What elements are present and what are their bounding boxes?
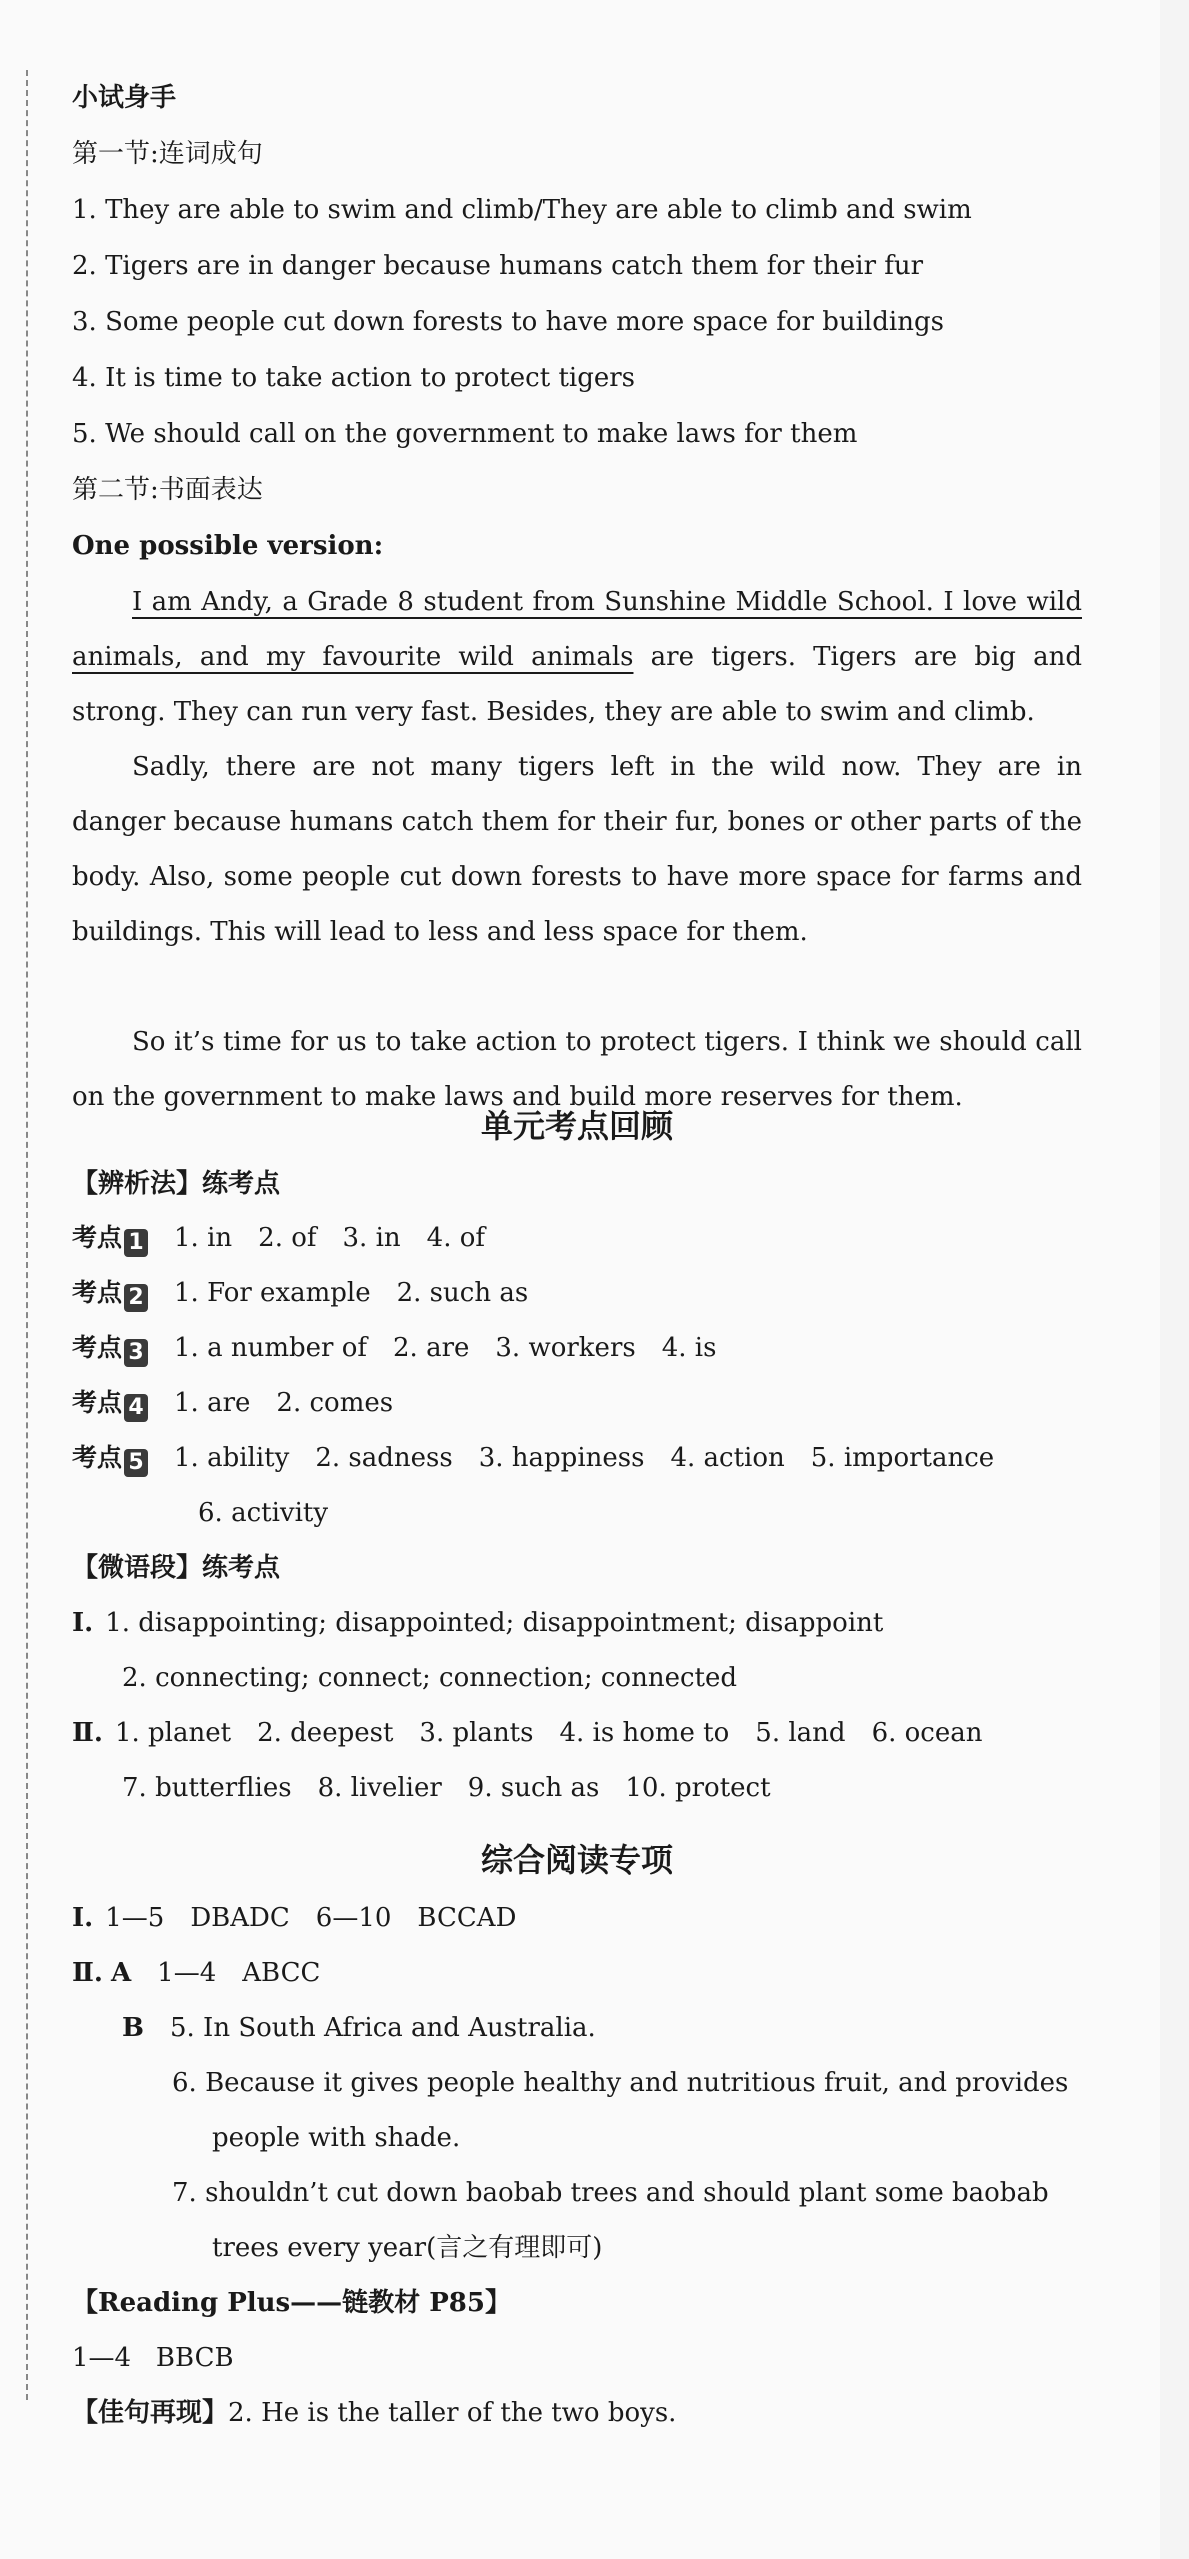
- roman-numeral-2: Ⅱ.: [72, 1718, 103, 1748]
- kaodian-number-badge: 4: [124, 1394, 148, 1422]
- micro-answer: 1. planet: [114, 1718, 232, 1748]
- micro-answer: 6. ocean: [871, 1718, 983, 1748]
- binding-dashed-line: [26, 70, 28, 2400]
- answer-line: 2. Tigers are in danger because humans catch them for their fur: [72, 251, 924, 281]
- reading-answer: BCCAD: [417, 1903, 517, 1933]
- roman-numeral-1: Ⅰ.: [72, 1903, 94, 1933]
- micro-answer: 10. protect: [625, 1773, 771, 1803]
- kaodian-answer: 3. in: [342, 1223, 401, 1253]
- kaodian-number-badge: 1: [124, 1229, 148, 1257]
- reading-plus-answers: 1—4 BBCB: [72, 2343, 234, 2373]
- section2-title: 第二节:书面表达: [72, 475, 263, 505]
- reading-answer: people with shade.: [212, 2123, 461, 2153]
- good-sentence-label: 【佳句再现】: [72, 2398, 229, 2428]
- micro-answer: 2. connecting; connect; connection; connected: [122, 1663, 737, 1693]
- reading-answer: ABCC: [242, 1958, 321, 1988]
- reading-answer: 6. Because it gives people healthy and nutritious fruit, and provides: [172, 2068, 1069, 2098]
- kaodian-answer: 1. ability: [174, 1443, 290, 1473]
- kaodian-answer: 1. are: [174, 1388, 251, 1418]
- kaodian-row-2: [72, 1273, 528, 1313]
- kaodian-answer: 4. is: [661, 1333, 717, 1363]
- part-a-label: A: [110, 1958, 132, 1988]
- kaodian-answer: 4. action: [670, 1443, 785, 1473]
- kaodian-label: 考点: [72, 1333, 123, 1362]
- reading-answer: 1—5: [105, 1903, 165, 1933]
- kaodian-answer: 2. of: [258, 1223, 317, 1253]
- reading-part-2a: [72, 1953, 320, 1993]
- reading-answer: trees every year: [212, 2233, 427, 2263]
- essay-text: are tigers. Tigers are big and strong. They can run very fast. Besides, they are able to swim and climb.: [72, 642, 1082, 727]
- kaodian-label: 考点: [72, 1223, 123, 1252]
- reading-answer: 6—10: [315, 1903, 392, 1933]
- answer-line: 5. We should call on the government to make laws for them: [72, 419, 858, 449]
- reading-answer: 1—4: [157, 1958, 217, 1988]
- review-heading: 单元考点回顾: [480, 1107, 673, 1145]
- essay-paragraph-1: [72, 575, 1082, 740]
- method2-title: 【微语段】练考点: [72, 1553, 281, 1583]
- reading-answer: DBADC: [190, 1903, 290, 1933]
- reading-plus-title: 【Reading Plus——链教材 P85】: [72, 2288, 511, 2318]
- kaodian-answer: 2. comes: [276, 1388, 394, 1418]
- reading-part-1: [72, 1898, 516, 1938]
- part-b-label: B: [122, 2013, 144, 2043]
- kaodian-number-badge: 5: [124, 1449, 148, 1477]
- kaodian-row-4: [72, 1383, 393, 1423]
- kaodian-label: 考点: [72, 1388, 123, 1417]
- version-label: One possible version:: [72, 531, 384, 561]
- reading-answer: 5. In South Africa and Australia.: [169, 2013, 596, 2043]
- micro-paragraph-2: [72, 1713, 983, 1753]
- kaodian-answer: 3. happiness: [478, 1443, 645, 1473]
- kaodian-number-badge: 3: [124, 1339, 148, 1367]
- kaodian-label: 考点: [72, 1443, 123, 1472]
- reading-part-2b: [122, 2008, 596, 2048]
- practice-title: 小试身手: [72, 83, 177, 113]
- reading-answer: 7. shouldn’t cut down baobab trees and should plant some baobab: [172, 2178, 1049, 2208]
- micro-answer: 7. butterflies: [122, 1773, 292, 1803]
- micro-answer: 2. deepest: [257, 1718, 394, 1748]
- section1-title: 第一节:连词成句: [72, 139, 263, 169]
- kaodian-answer: 1. in: [174, 1223, 233, 1253]
- kaodian-answer: 2. sadness: [315, 1443, 453, 1473]
- kaodian-answer: 5. importance: [810, 1443, 995, 1473]
- micro-paragraph-1: [72, 1603, 883, 1643]
- kaodian-answer: 2. are: [393, 1333, 470, 1363]
- micro-answer: 3. plants: [419, 1718, 534, 1748]
- kaodian-row-1: [72, 1218, 485, 1258]
- micro-answer: 5. land: [755, 1718, 846, 1748]
- answer-line: 3. Some people cut down forests to have more space for buildings: [72, 307, 944, 337]
- micro-answer: 8. livelier: [317, 1773, 442, 1803]
- answer-line: 1. They are able to swim and climb/They are able to climb and swim: [72, 195, 972, 225]
- method1-title: 【辨析法】练考点: [72, 1169, 281, 1199]
- roman-numeral-1: Ⅰ.: [72, 1608, 94, 1638]
- micro-answer: 1. disappointing; disappointed; disappointment; disappoint: [105, 1608, 884, 1638]
- roman-numeral-2: Ⅱ.: [72, 1958, 103, 1988]
- essay-underlined-text: I am Andy, a Grade 8 student from Sunshine Middle School. I love wild animals, and my favourite wild animals: [72, 587, 1082, 672]
- kaodian-answer: 1. For example: [174, 1278, 371, 1308]
- essay-paragraph-3: So it’s time for us to take action to protect tigers. I think we should call on the government to make laws and build more reserves for them.: [72, 1027, 1082, 1112]
- reading-heading: 综合阅读专项: [480, 1841, 673, 1879]
- good-sentence-row: [72, 2393, 676, 2433]
- answer-line: 4. It is time to take action to protect tigers: [72, 363, 636, 393]
- good-sentence: 2. He is the taller of the two boys.: [228, 2398, 677, 2428]
- kaodian-answer: 1. a number of: [174, 1333, 367, 1363]
- kaodian-answer: 6. activity: [198, 1498, 329, 1528]
- micro-answer: 4. is home to: [559, 1718, 730, 1748]
- essay-paragraph-2: Sadly, there are not many tigers left in the wild now. They are in danger because humans catch them for their fur, bones or other parts of the body. Also, some people cut down forests to have more space for farms and buildings. This will lead to less and less space for them.: [72, 752, 1082, 947]
- micro-answer: 9. such as: [467, 1773, 600, 1803]
- micro-paragraph-2-cont: [122, 1768, 771, 1808]
- kaodian-row-3: [72, 1328, 716, 1368]
- reading-answer-b7-cont: [212, 2228, 602, 2268]
- kaodian-answer: 2. such as: [396, 1278, 529, 1308]
- kaodian-number-badge: 2: [124, 1284, 148, 1312]
- kaodian-row-5: [72, 1438, 994, 1478]
- answer-note: (言之有理即可): [426, 2233, 603, 2263]
- kaodian-answer: 4. of: [426, 1223, 486, 1253]
- kaodian-answer: 3. workers: [495, 1333, 636, 1363]
- kaodian-label: 考点: [72, 1278, 123, 1307]
